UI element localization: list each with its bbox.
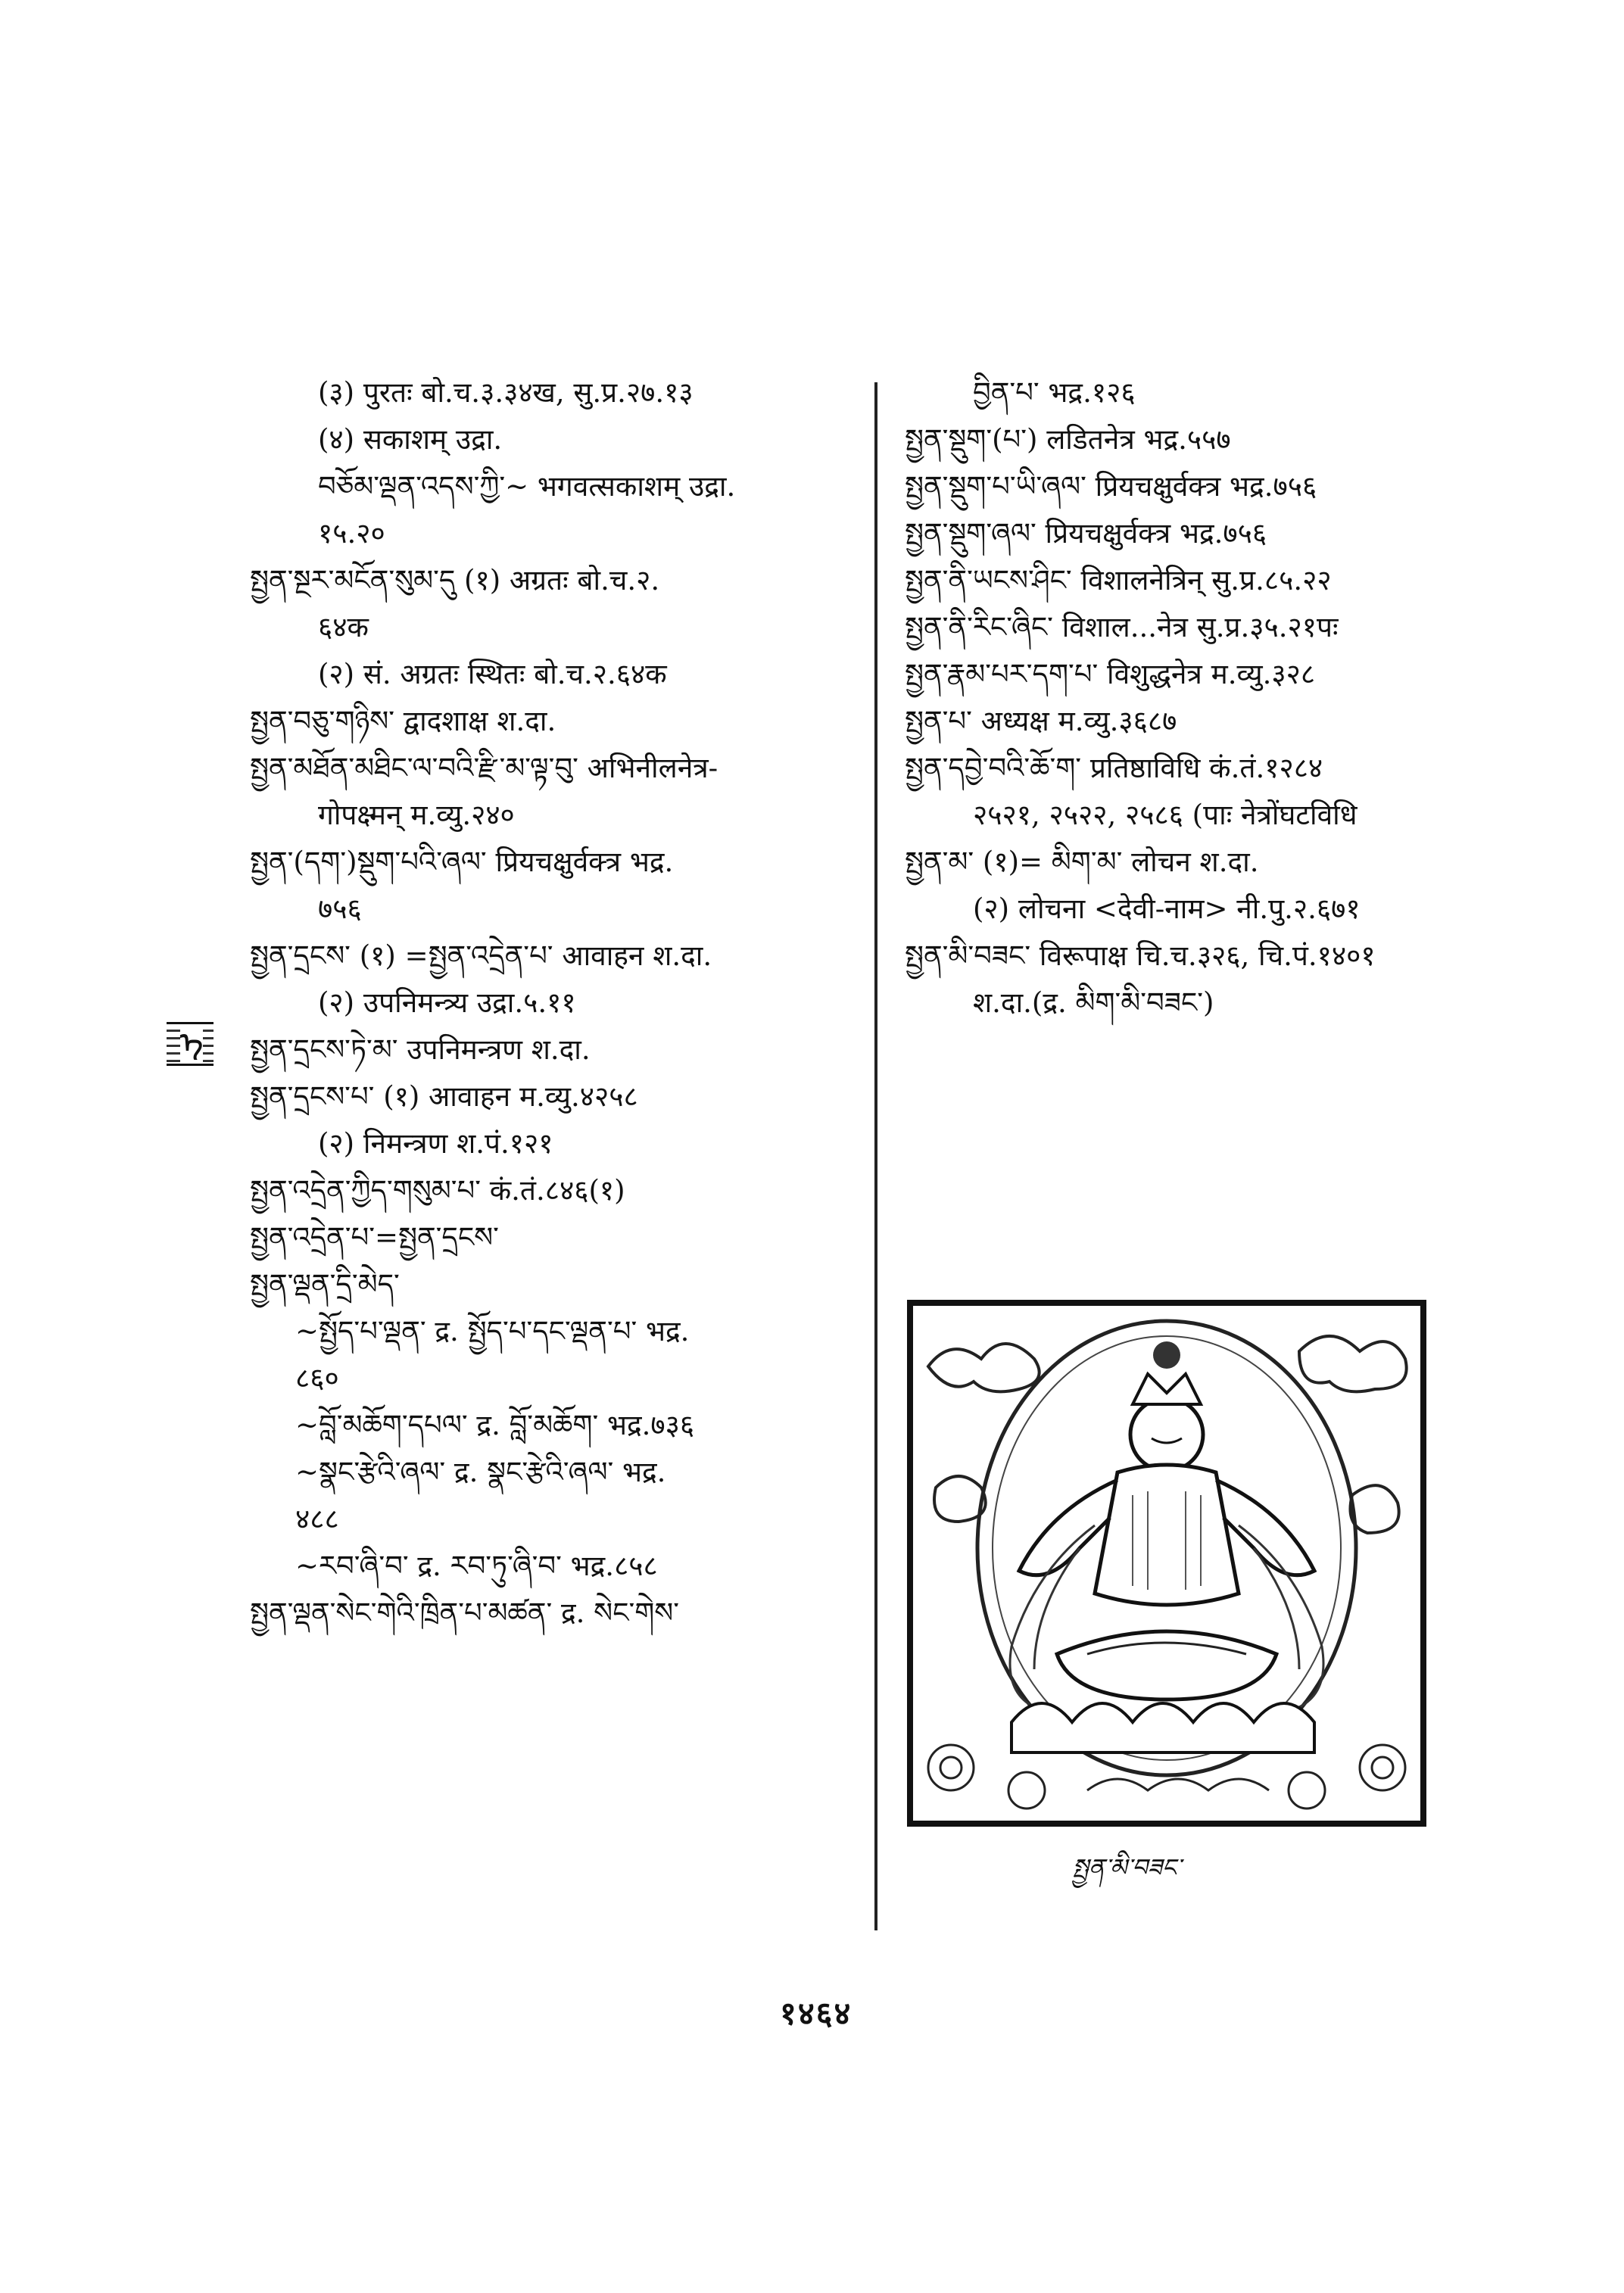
entry-line: སྤྱན་(དག་)སྡུག་པའི་ཞལ་ प्रियचक्षुर्वक्त्र भद्र. <box>250 846 674 878</box>
entry-line: སྤྱན་རྣམ་པར་དག་པ་ विशुद्धनेत्र म.व्यु.३२८ <box>905 658 1316 690</box>
entry-line: སྤྱན་འདྲེན་པ་=སྤྱན་དྲངས་ <box>250 1221 499 1254</box>
deity-illustration <box>906 1298 1428 1828</box>
entry-line: ~སྤྱོད་པ་ལྡན་ द्र. སྤྱོད་པ་དང་ལྡན་པ་ भद्र. <box>295 1315 690 1347</box>
entry-line: སྤྱན་ལྡན་དྲི་མེད་ <box>250 1268 400 1301</box>
entry-line: ७५६ <box>318 893 362 925</box>
entry-line: २५२१, २५२२, २५८६ (पाः नेत्रोंघटविधि <box>973 799 1357 831</box>
entry-line: (३) पुरतः बो.च.३.३४ख, सु.प्र.२७.१३ <box>318 376 694 409</box>
left-column <box>250 371 856 1638</box>
entry-line: ~བློ་མཆོག་དཔལ་ द्र. བློ་མཆོག་ भद्र.७३६ <box>295 1409 695 1441</box>
entry-line: སྤྱན་དྲངས་ (१) =སྤྱན་འདྲེན་པ་ आवाहन श.दा. <box>250 939 712 972</box>
entry-line: སྤྱན་ལྡན་སེང་གེའི་ཁྲིན་པ་མཚན་ द्र. སེང་གེས་ <box>250 1597 680 1629</box>
entry-line: १५.२० <box>318 517 385 550</box>
entry-line: ४८८ <box>295 1503 339 1535</box>
entry-line: སྤྱན་འདྲེན་ཀྱིད་གསུམ་པ་ कं.तं.८४६(१) <box>250 1174 625 1207</box>
thumb-index-tab <box>167 1022 214 1066</box>
entry-line: སྤྱན་དྲངས་ཏེ་མ་ उपनिमन्त्रण श.दा. <box>250 1033 591 1066</box>
entry-line: སྤྱན་པ་ अध्यक्ष म.व्यु.३६८७ <box>905 705 1177 737</box>
entry-line: སྤྱན་སྡུག་(པ་) लडितनेत्र भद्र.५५७ <box>905 423 1231 456</box>
entry-line: སྤྱན་བཅུ་གཉིས་ द्वादशाक्ष श.दा. <box>250 705 556 737</box>
entry-line: སྤྱན་ནི་རིང་ཞིང་ विशाल...नेत्र सु.प्र.३५.२१पः <box>905 611 1339 643</box>
column-divider <box>874 382 877 1930</box>
entry-line: སྤྱན་སྡུག་པ་ཡི་ཞལ་ प्रियचक्षुर्वक्त्र भद्र.७५६ <box>905 470 1317 503</box>
entry-line: (२) निमन्त्रण श.पं.१२१ <box>318 1127 553 1160</box>
entry-line: བྱིན་པ་ भद्र.१२६ <box>973 376 1136 409</box>
entry-line: ६४क <box>318 611 369 643</box>
entry-line: སྤྱན་མ་ (१)= མིག་མ་ लोचन श.दा. <box>905 846 1259 878</box>
entry-line: སྤྱན་དབྱེ་བའི་ཆོ་ག་ प्रतिष्ठाविधि कं.तं.१२८४ <box>905 752 1323 784</box>
entry-line: སྤྱན་ནི་ཡངས་ཤིང་ विशालनेत्रिन् सु.प्र.८५.२२ <box>905 564 1332 597</box>
entry-line: श.दा.(द्र. མིག་མི་བཟང་) <box>973 986 1214 1019</box>
entry-line: ~རབ་ཞི་བ་ द्र. རབ་ཏུ་ཞི་བ་ भद्र.८५८ <box>295 1550 658 1582</box>
entry-line: སྤྱན་སྡུག་ཞལ་ प्रियचक्षुर्वक्त्र भद्र.७५६ <box>905 517 1267 550</box>
page-number: १४६४ <box>780 1995 853 2032</box>
entry-line: སྤྱན་སྔར་མངོན་སུམ་དུ (१) अग्रतः बो.च.२. <box>250 564 660 597</box>
entry-line: སྤྱན་དྲངས་པ་ (१) आवाहन म.व्यु.४२५८ <box>250 1080 638 1113</box>
entry-line: བཅོམ་ལྡན་འདས་ཀྱི་~ भगवत्सकाशम् उद्रा. <box>318 470 736 503</box>
entry-line: (४) सकाशम् उद्रा. <box>318 423 503 456</box>
entry-line: (२) उपनिमन्त्र्य उद्रा.५.११ <box>318 986 576 1019</box>
entry-line: ८६० <box>295 1362 339 1394</box>
entry-line: སྤྱན་མི་བཟང་ विरूपाक्ष चि.च.३२६, चि.पं.१४०१ <box>905 939 1376 972</box>
entry-line: (२) लोचना <देवी-नाम> नी.पु.२.६७१ <box>973 893 1361 925</box>
thumb-index-letter: ᠡ <box>180 1024 203 1064</box>
figure-caption: སྤྱན་མི་བཟང་ <box>1072 1853 1181 1882</box>
right-column <box>905 371 1503 1028</box>
entry-line: སྤྱན་མཐོན་མཐིང་ལ་བའི་རྫི་མ་ལྟ་བུ་ अभिनीलनेत्र- <box>250 752 718 784</box>
entry-line: ~སྣང་རྩེའི་ཞལ་ द्र. སྣང་རྩེའི་ཞལ་ भद्र. <box>295 1456 666 1488</box>
entry-line: (२) सं. अग्रतः स्थितः बो.च.२.६४क <box>318 658 667 690</box>
entry-line: गोपक्ष्मन् म.व्यु.२४० <box>318 799 515 831</box>
